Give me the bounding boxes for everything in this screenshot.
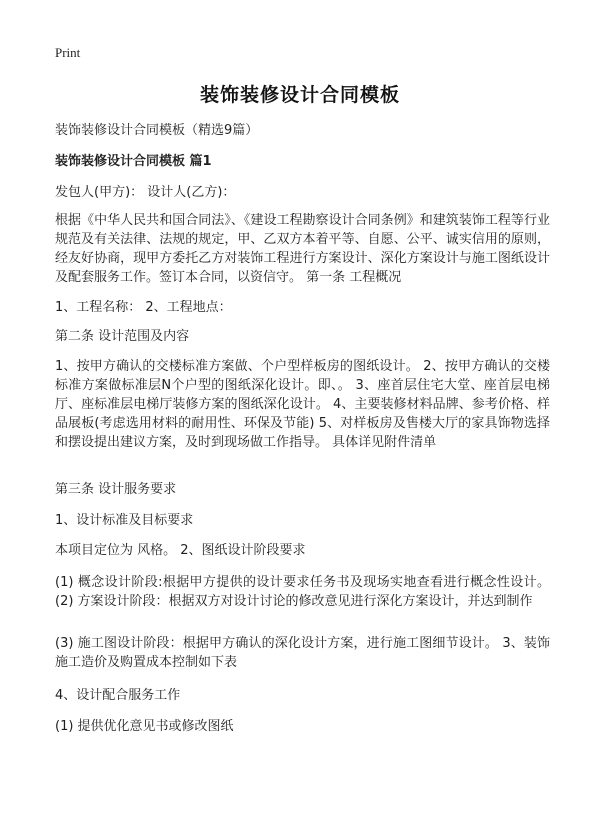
paragraph-concept-design: (1) 概念设计阶段:根据甲方提供的设计要求任务书及现场实地查看进行概念性设计。 (2) 方案设计阶段：根据双方对设计讨论的修改意见进行深化方案设计，并达到制作 bbox=[55, 575, 550, 609]
paragraph-project-info: 1、工程名称： 2、工程地点： bbox=[55, 300, 232, 315]
document-title: 装饰装修设计合同模板 bbox=[199, 84, 400, 106]
paragraph-positioning: 本项目定位为 风格。 2、图纸设计阶段要求 bbox=[55, 543, 306, 558]
article-3-heading: 第三条 设计服务要求 bbox=[55, 482, 177, 497]
section-heading: 装饰装修设计合同模板 篇1 bbox=[55, 154, 212, 169]
paragraph-construction-drawings: (3) 施工图设计阶段：根据甲方确认的深化设计方案，进行施工图细节设计。 3、装饰施工造价及购置成本控制如下表 bbox=[55, 636, 550, 670]
paragraph-parties: 发包人(甲方)： 设计人(乙方)： bbox=[55, 185, 236, 200]
document-subtitle: 装饰装修设计合同模板（精选9篇） bbox=[55, 123, 259, 138]
paragraph-support-services: 4、设计配合服务工作 bbox=[55, 688, 181, 703]
paragraph-design-standards: 1、设计标准及目标要求 bbox=[55, 513, 194, 528]
print-label: Print bbox=[55, 45, 81, 60]
article-2-heading: 第二条 设计范围及内容 bbox=[55, 329, 190, 344]
paragraph-preamble: 根据《中华人民共和国合同法》、《建设工程勘察设计合同条例》和建筑装饰工程等行业规范及有关法律、法规的规定，甲、乙双方本着平等、自愿、公平、诚实信用的原则，经友好协商，现甲方委托乙方对装饰工程进行方案设计、深化方案设计与施工图纸设计及配套服务工作。签订本合同，以资信守。 第一条 工程概况 bbox=[55, 213, 550, 285]
paragraph-optimization: (1) 提供优化意见书或修改图纸 bbox=[55, 719, 234, 734]
paragraph-design-scope: 1、按甲方确认的交楼标准方案做、个户型样板房的图纸设计。 2、按甲方确认的交楼标准方案做标准层N个户型的图纸深化设计。即、。 3、座首层住宅大堂、座首层电梯厅、座标准层电梯厅装修方案的图纸深化设计。 4、主要装修材料品牌、参考价格、样品展板(考虑选用材料的耐用性、环保及节能) 5、对样板房及售楼大厅的家具饰物选择和摆设提出建议方案，及时到现场做工作指导。 具体详见附件清单 bbox=[55, 359, 550, 450]
